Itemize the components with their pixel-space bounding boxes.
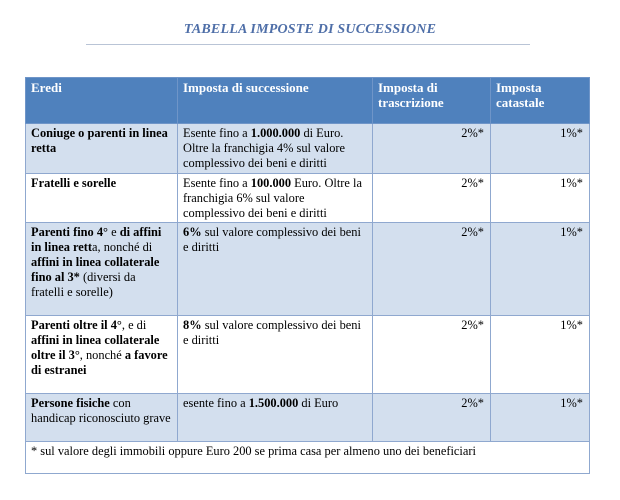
cell-imposta-successione [178, 223, 373, 316]
text-run: , e di [121, 318, 147, 332]
text-run: a, nonché di [92, 240, 153, 254]
text-run: e [108, 225, 120, 239]
title-underline [86, 44, 530, 45]
cell-imposta-trascrizione: 2%* [373, 316, 491, 394]
bold-text-run: 1.000.000 [250, 126, 301, 140]
table-body [26, 124, 590, 442]
text-run: Esente fino a [183, 126, 251, 140]
cell-imposta-catastale: 1%* [491, 124, 590, 174]
cell-imposta-trascrizione: 2%* [373, 124, 491, 174]
bold-text-run: Parenti fino 4° [31, 225, 108, 239]
text-run: sul valore complessivo dei beni e diritti [183, 225, 361, 254]
table-row [26, 223, 590, 316]
text-run: , nonché [79, 348, 125, 362]
cell-imposta-successione [178, 394, 373, 442]
cell-imposta-trascrizione: 2%* [373, 174, 491, 223]
header-imposta-trascrizione: Imposta di trascrizione [373, 78, 491, 124]
table-row [26, 316, 590, 394]
bold-text-run: Coniuge o parenti in linea retta [31, 126, 168, 155]
inheritance-tax-table [25, 77, 590, 474]
cell-imposta-trascrizione: 2%* [373, 394, 491, 442]
text-run: sul valore complessivo dei beni e diritti [183, 318, 361, 347]
document-title: TABELLA IMPOSTE DI SUCCESSIONE [183, 22, 437, 37]
cell-imposta-catastale: 1%* [491, 174, 590, 223]
header-eredi: Eredi [26, 78, 178, 124]
cell-imposta-successione [178, 316, 373, 394]
bold-text-run: 8% [183, 318, 202, 332]
cell-imposta-trascrizione: 2%* [373, 223, 491, 316]
text-run: con handicap riconosciuto grave [31, 396, 171, 425]
cell-eredi [26, 174, 178, 223]
bold-text-run: affini in linea collaterale oltre il 3° [31, 333, 160, 362]
text-run: di Euro. Oltre la franchigia 4% sul valore complessivo dei beni e diritti [183, 126, 346, 170]
cell-imposta-catastale: 1%* [491, 316, 590, 394]
table-row [26, 174, 590, 223]
bold-text-run: a favore di estranei [31, 348, 168, 377]
table-row [26, 394, 590, 442]
table-row [26, 124, 590, 174]
bold-text-run: 1.500.000 [248, 396, 299, 410]
cell-eredi [26, 316, 178, 394]
bold-text-run: Fratelli e sorelle [31, 176, 117, 190]
text-run: Euro. Oltre la franchigia 6% sul valore complessivo dei beni e diritti [183, 176, 362, 220]
bold-text-run: 6% [183, 225, 202, 239]
bold-text-run: di affini in linea rett [31, 225, 162, 254]
table-header-row [26, 78, 590, 124]
cell-imposta-successione [178, 124, 373, 174]
text-run: (diversi da fratelli e sorelle) [31, 270, 136, 299]
cell-eredi [26, 394, 178, 442]
cell-eredi [26, 124, 178, 174]
text-run: di Euro [298, 396, 339, 410]
text-run: Esente fino a [183, 176, 251, 190]
bold-text-run: affini in linea collaterale fino al 3* [31, 255, 160, 284]
header-imposta-successione: Imposta di successione [178, 78, 373, 124]
bold-text-run: Persone fisiche [31, 396, 110, 410]
bold-text-run: Parenti oltre il 4° [31, 318, 122, 332]
bold-text-run: 100.000 [250, 176, 292, 190]
cell-eredi [26, 223, 178, 316]
text-run: esente fino a [183, 396, 249, 410]
footnote: * sul valore degli immobili oppure Euro 200 se prima casa per almeno uno dei beneficiari [26, 442, 590, 474]
footnote-row [26, 442, 590, 474]
cell-imposta-catastale: 1%* [491, 394, 590, 442]
header-imposta-catastale: Imposta catastale [491, 78, 590, 124]
cell-imposta-catastale: 1%* [491, 223, 590, 316]
cell-imposta-successione [178, 174, 373, 223]
